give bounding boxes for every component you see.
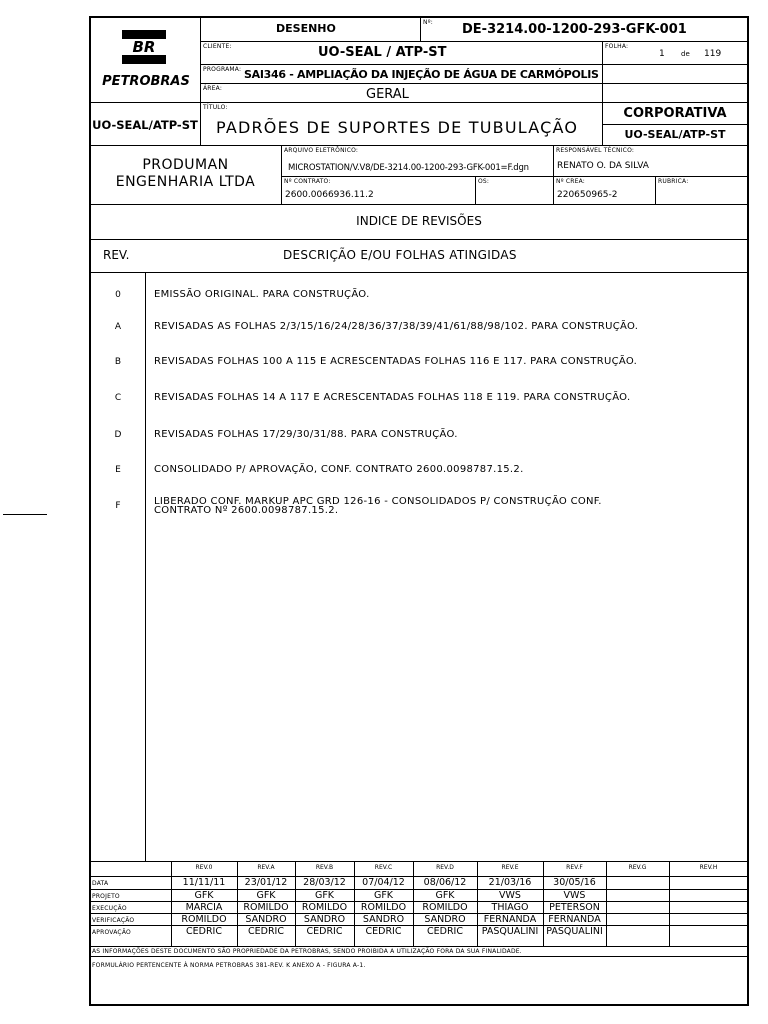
approval-cell: CEDRIC — [365, 926, 402, 937]
desenho-label: DESENHO — [276, 22, 336, 35]
approval-row-label: PROJETO — [92, 893, 120, 900]
rev-code: C — [114, 393, 122, 403]
responsavel-value: RENATO O. DA SILVA — [557, 161, 649, 171]
approval-cell: ROMILDO — [301, 902, 348, 913]
area-label: ÁREA: — [203, 85, 223, 92]
approval-cell: PETERSON — [549, 902, 600, 913]
approval-cell: ROMILDO — [243, 902, 289, 913]
petrobras-logo — [100, 26, 192, 96]
approval-row-label: EXECUÇÃO — [92, 905, 127, 912]
revisions-title: INDICE DE REVISÕES — [356, 214, 482, 228]
folha-label: FOLHA: — [605, 43, 629, 50]
approval-cell: THIAGO — [491, 902, 529, 913]
br-logo-mark — [122, 30, 166, 64]
approval-cell: MARCIA — [185, 902, 223, 913]
classificacao: CORPORATIVA — [623, 106, 727, 121]
approval-cell: 11/11/11 — [182, 877, 226, 888]
rev-code: D — [114, 430, 122, 440]
approval-cell: SANDRO — [245, 914, 287, 925]
approval-cell: 30/05/16 — [553, 877, 596, 888]
rev-code: F — [115, 501, 121, 511]
document-number: DE-3214.00-1200-293-GFK-001 — [462, 22, 687, 37]
approval-cell: 08/06/12 — [423, 877, 467, 888]
approval-cell: FERNANDA — [548, 914, 601, 925]
petrobras-wordmark: PETROBRAS — [102, 74, 190, 89]
margin-mark — [3, 514, 47, 515]
approval-cell: GFK — [314, 890, 335, 901]
approval-cell: ROMILDO — [181, 914, 227, 925]
rev-column-header: REV. — [103, 248, 130, 262]
approval-cell: ROMILDO — [360, 902, 407, 913]
rev-code: A — [114, 322, 122, 332]
approval-cell: CEDRIC — [306, 926, 343, 937]
approval-cell: GFK — [194, 890, 214, 901]
desc-column-header: DESCRIÇÃO E/OU FOLHAS ATINGIDAS — [283, 248, 517, 262]
unit-left: UO-SEAL/ATP-ST — [92, 118, 198, 132]
rev-header-cell: REV.C — [374, 864, 393, 871]
rev-header-cell: REV.F — [566, 864, 583, 871]
approval-cell: SANDRO — [362, 914, 405, 925]
titulo-value: PADRÕES DE SUPORTES DE TUBULAÇÃO — [216, 118, 579, 137]
empresa-line2: ENGENHARIA LTDA — [115, 174, 256, 190]
approval-cell: CEDRIC — [186, 926, 222, 937]
rev-column-divider — [145, 272, 146, 861]
approval-cell: SANDRO — [303, 914, 346, 925]
rev-description: REVISADAS FOLHAS 17/29/30/31/88. PARA CONSTRUÇÃO. — [154, 429, 458, 440]
cliente-label: CLIENTE: — [203, 43, 232, 50]
approval-cell: 21/03/16 — [488, 877, 532, 888]
br-logo-text: BR — [132, 38, 156, 56]
rev-header-cell: REV.G — [628, 864, 647, 871]
titulo-label: TÍTULO: — [203, 104, 228, 111]
approval-cell: PASQUALINI — [481, 926, 539, 937]
programa-label: PROGRAMA: — [203, 66, 242, 73]
rev-header-cell: REV.H — [699, 864, 718, 871]
arquivo-label: ARQUIVO ELETRÔNICO: — [284, 147, 359, 154]
rev-description: LIBERADO CONF. MARKUP APC GRD 126-16 - CONSOLIDADOS P/ CONSTRUÇÃO CONF. — [154, 496, 602, 507]
approval-cell: GFK — [435, 890, 455, 901]
rev-description: EMISSÃO ORIGINAL. PARA CONSTRUÇÃO. — [154, 289, 370, 300]
approval-cell: CEDRIC — [248, 926, 284, 937]
approval-cell: PASQUALINI — [546, 926, 603, 937]
os-label: OS: — [478, 178, 490, 185]
crea-label: Nº CREA: — [556, 178, 585, 185]
numero-label: Nº: — [423, 19, 433, 26]
rev-description: REVISADAS FOLHAS 100 A 115 E ACRESCENTADAS FOLHAS 116 E 117. PARA CONSTRUÇÃO. — [154, 356, 638, 367]
folha-num: 1 — [659, 49, 665, 59]
rev-description-cont: CONTRATO Nº 2600.0098787.15.2. — [154, 505, 339, 516]
rev-description: REVISADAS AS FOLHAS 2/3/15/16/24/28/36/37/38/39/41/61/88/98/102. PARA CONSTRUÇÃO. — [154, 321, 639, 332]
rev-header-cell: REV.0 — [195, 864, 213, 871]
approval-cell: GFK — [256, 890, 276, 901]
classificacao-unit: UO-SEAL/ATP-ST — [624, 128, 726, 141]
approval-row-label: DATA — [92, 880, 109, 887]
empresa-line1: PRODUMAN — [142, 157, 229, 173]
approval-cell: VWS — [499, 890, 521, 901]
responsavel-label: RESPONSÁVEL TÉCNICO: — [556, 147, 635, 154]
contrato-label: Nº CONTRATO: — [284, 178, 331, 185]
rev-header-cell: REV.A — [257, 864, 275, 871]
rev-header-cell: REV.B — [315, 864, 334, 871]
ownership-notice: AS INFORMAÇÕES DESTE DOCUMENTO SÃO PROPRIEDADE DA PETROBRAS, SENDO PROIBIDA A UTILIZAÇÃO FORA DA SUA FINALIDADE. — [92, 948, 522, 955]
approval-cell: 23/01/12 — [244, 877, 288, 888]
area-value: GERAL — [366, 87, 409, 102]
cliente-value: UO-SEAL / ATP-ST — [318, 45, 447, 60]
rev-code: B — [114, 357, 122, 367]
approval-cell: 07/04/12 — [362, 877, 405, 888]
rev-description: CONSOLIDADO P/ APROVAÇÃO, CONF. CONTRATO 2600.0098787.15.2. — [154, 464, 524, 475]
folha-de: de — [681, 50, 690, 58]
approval-row-label: APROVAÇÃO — [92, 929, 131, 936]
folha-total: 119 — [704, 49, 722, 59]
crea-value: 220650965-2 — [557, 190, 618, 200]
approval-cell: GFK — [373, 890, 394, 901]
approval-cell: ROMILDO — [422, 902, 468, 913]
approval-cell: CEDRIC — [427, 926, 463, 937]
approval-cell: 28/03/12 — [303, 877, 346, 888]
approval-row-label: VERIFICAÇÃO — [92, 917, 135, 924]
rev-header-cell: REV.E — [501, 864, 519, 871]
contrato-value: 2600.0066936.11.2 — [285, 190, 374, 200]
programa-value: SAI346 - AMPLIAÇÃO DA INJEÇÃO DE ÁGUA DE CARMÓPOLIS — [244, 68, 599, 81]
approval-cell: FERNANDA — [483, 914, 537, 925]
rev-header-cell: REV.D — [436, 864, 454, 871]
approval-cell: VWS — [563, 890, 586, 901]
rev-code: 0 — [115, 290, 121, 300]
form-reference: FORMULÁRIO PERTENCENTE À NORMA PETROBRAS 381-REV. K ANEXO A - FIGURA A-1. — [92, 962, 366, 969]
rubrica-label: RUBRICA: — [658, 178, 689, 185]
approval-cell: SANDRO — [424, 914, 466, 925]
rev-description: REVISADAS FOLHAS 14 A 117 E ACRESCENTADAS FOLHAS 118 E 119. PARA CONSTRUÇÃO. — [154, 392, 631, 403]
rev-code: E — [115, 465, 121, 475]
arquivo-value: MICROSTATION/V.V8/DE-3214.00-1200-293-GFK-001=F.dgn — [288, 163, 529, 173]
